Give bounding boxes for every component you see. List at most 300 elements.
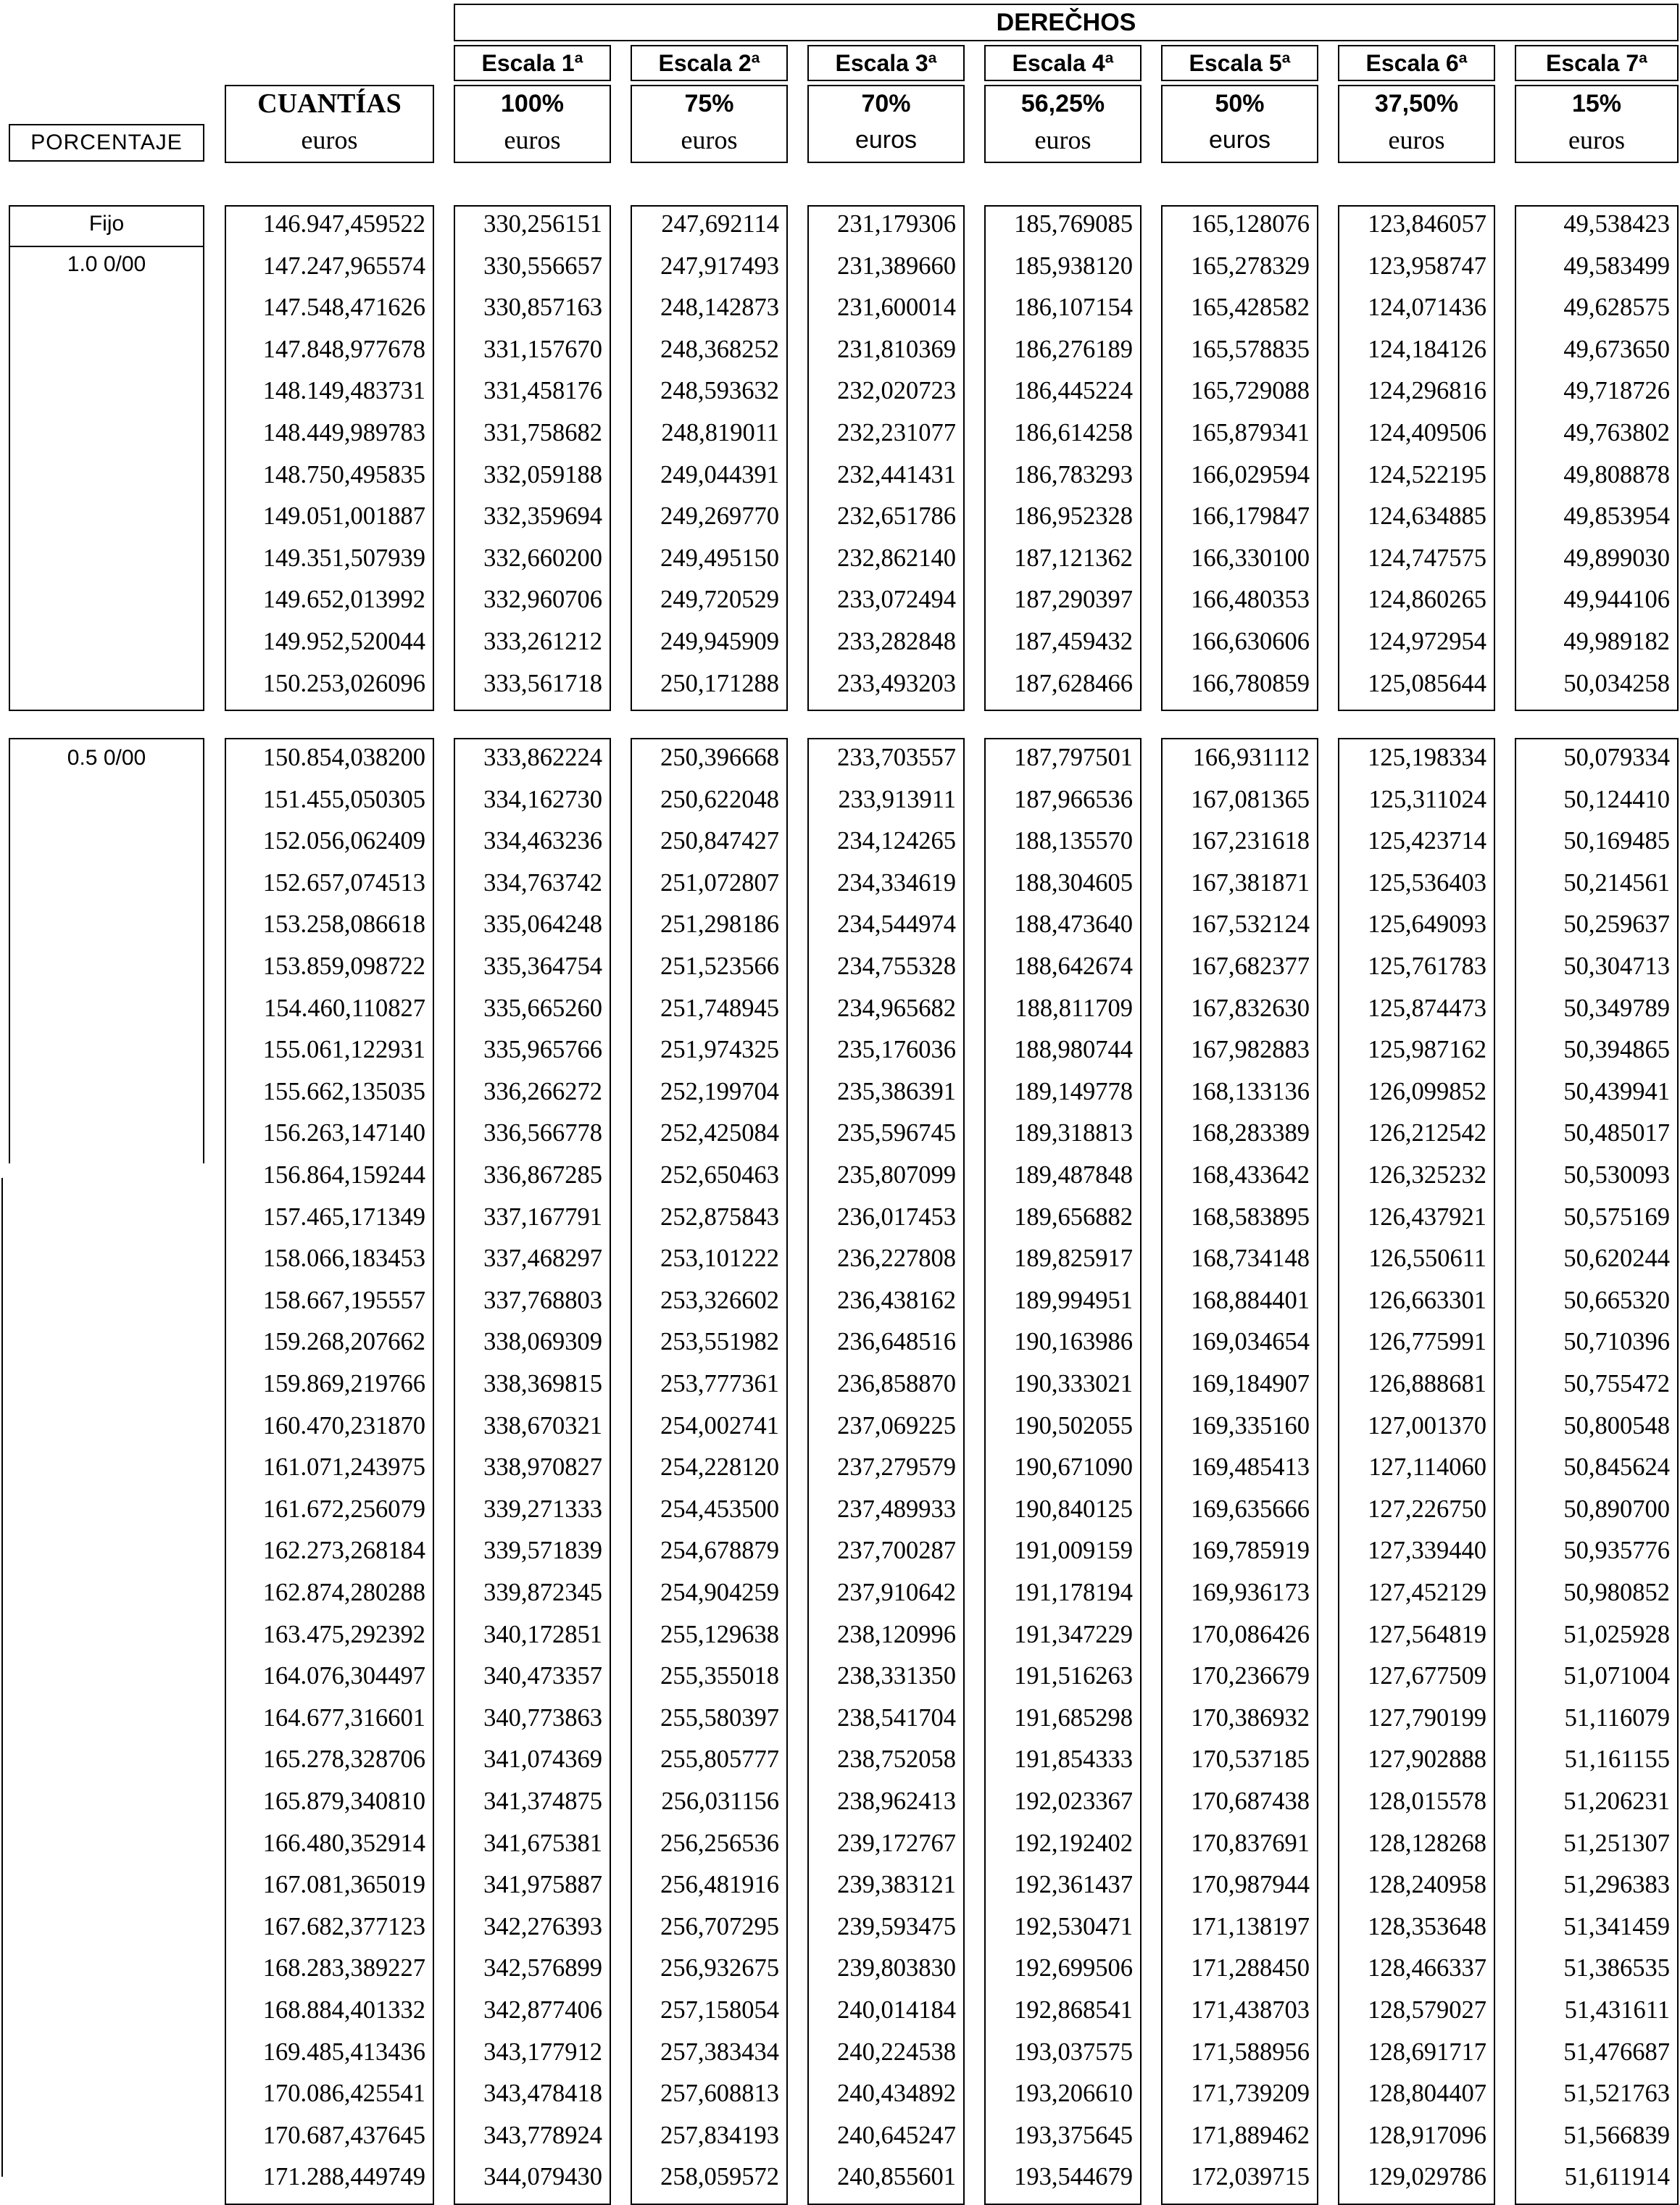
escala-cell: 235,386391 [837, 1077, 956, 1105]
escala-cell: 168,283389 [1191, 1119, 1310, 1147]
escala-cell: 50,530093 [1563, 1161, 1670, 1189]
escala-cell: 168,133136 [1191, 1077, 1310, 1105]
escala-cell: 187,628466 [1014, 669, 1133, 697]
cuantia-cell: 167.081,365019 [262, 1871, 425, 1899]
escala-cell: 335,364754 [483, 952, 602, 980]
escala-cell: 50,439941 [1563, 1077, 1670, 1105]
label-box-rate [9, 246, 204, 711]
escala-cell: 238,962413 [837, 1787, 956, 1815]
escala-cell: 252,875843 [660, 1203, 779, 1231]
escala-cell: 254,904259 [660, 1579, 779, 1606]
escala-cell: 167,832630 [1191, 994, 1310, 1022]
escala-cell: 191,347229 [1014, 1620, 1133, 1648]
escala-cell: 232,862140 [837, 544, 956, 572]
escala-cell: 170,837691 [1191, 1829, 1310, 1857]
escala-cell: 51,341459 [1563, 1912, 1670, 1940]
cuantia-cell: 168.884,401332 [262, 1996, 425, 2024]
escala-cell: 234,124265 [837, 827, 956, 855]
escala-cell: 166,330100 [1191, 544, 1310, 572]
escala-cell: 50,124410 [1563, 785, 1670, 813]
cuantia-cell: 149.652,013992 [262, 586, 425, 614]
cuantia-cell: 161.672,256079 [262, 1495, 425, 1523]
escala-cell: 167,381871 [1191, 868, 1310, 897]
escala-cell: 237,069225 [837, 1411, 956, 1440]
cuantia-cell: 165.278,328706 [262, 1745, 425, 1774]
escala-cell: 125,198334 [1368, 744, 1486, 771]
escala-cell: 338,970827 [483, 1453, 602, 1482]
escala-cell: 334,463236 [483, 827, 602, 855]
escala-cell: 50,349789 [1563, 994, 1670, 1022]
escala-cell: 125,649093 [1368, 910, 1486, 939]
escala-cell: 191,516263 [1014, 1662, 1133, 1690]
escala-cell: 49,718726 [1563, 377, 1670, 405]
escala-cell: 51,476687 [1563, 2038, 1670, 2066]
escala-cell: 189,994951 [1014, 1286, 1133, 1314]
escala-cell: 248,593632 [660, 377, 779, 405]
cuantia-cell: 154.460,110827 [264, 994, 425, 1022]
cuantia-cell: 156.263,147140 [262, 1119, 425, 1147]
scale-pct-box [454, 85, 611, 163]
escala-cell: 165,578835 [1191, 335, 1310, 363]
escala-cell: 342,576899 [483, 1954, 602, 1982]
escala-cell: 50,394865 [1563, 1036, 1670, 1064]
escala-cell: 168,734148 [1191, 1245, 1310, 1273]
escala-cell: 127,339440 [1368, 1537, 1486, 1565]
cuantia-cell: 153.258,086618 [262, 910, 425, 939]
escala-cell: 128,353648 [1368, 1912, 1486, 1940]
escala-cell: 331,758682 [483, 419, 602, 447]
escala-cell: 330,256151 [483, 210, 602, 238]
escala-cell: 171,739209 [1191, 2080, 1310, 2108]
cuantia-cell: 167.682,377123 [262, 1912, 425, 1940]
escala-cell: 128,015578 [1368, 1787, 1486, 1815]
escala-cell: 165,729088 [1191, 377, 1310, 405]
escala-cell: 237,700287 [837, 1537, 956, 1565]
escala-cell: 188,135570 [1014, 827, 1133, 855]
scale-pct-box [1161, 85, 1318, 163]
escala-cell: 239,172767 [837, 1829, 956, 1857]
escala-cell: 342,877406 [483, 1996, 602, 2024]
escala-cell: 166,931112 [1192, 744, 1310, 771]
scale-percent: 15% [1571, 90, 1622, 117]
escala-cell: 249,269770 [660, 502, 779, 531]
escala-cell: 254,678879 [660, 1537, 779, 1565]
escala-cell: 187,121362 [1014, 544, 1133, 572]
escala-cell: 127,790199 [1368, 1703, 1486, 1732]
escala-cell: 124,296816 [1368, 377, 1486, 405]
cuantia-cell: 168.283,389227 [262, 1954, 425, 1982]
scale-unit: euros [504, 125, 561, 154]
escala-cell: 256,481916 [660, 1871, 779, 1899]
escala-cell: 338,369815 [483, 1370, 602, 1398]
escala-cell: 127,114060 [1368, 1453, 1486, 1482]
escala-cell: 126,212542 [1368, 1119, 1486, 1147]
scale-name-box [984, 45, 1142, 81]
escala-cell: 255,355018 [660, 1662, 779, 1690]
escala-cell: 49,763802 [1563, 419, 1670, 447]
escala-cell: 192,530471 [1014, 1912, 1133, 1940]
cuantia-cell: 153.859,098722 [262, 952, 425, 980]
escala-cell: 239,593475 [837, 1912, 956, 1940]
escala-cell: 166,630606 [1191, 628, 1310, 655]
escala-cell: 238,331350 [837, 1662, 956, 1690]
escala-cell: 234,965682 [837, 994, 956, 1022]
escala-cell: 50,665320 [1563, 1286, 1670, 1314]
cuantia-cell: 148.750,495835 [262, 460, 425, 489]
escala-cell: 186,276189 [1014, 335, 1133, 363]
escala-cell: 167,231618 [1191, 827, 1310, 855]
escala-cell: 51,611914 [1564, 2163, 1670, 2191]
escala-cell: 250,847427 [660, 827, 779, 855]
escala-cell: 234,755328 [837, 952, 956, 980]
escala-cell: 253,326602 [660, 1286, 779, 1314]
rate-label: 0.5 0/00 [67, 746, 146, 770]
scale-unit: euros [1388, 125, 1445, 154]
escala-cell: 236,227808 [837, 1245, 956, 1273]
scale-percent: 37,50% [1374, 90, 1459, 117]
escala-cell: 50,755472 [1563, 1370, 1670, 1398]
escala-cell: 237,910642 [837, 1579, 956, 1606]
escala-cell: 170,987944 [1191, 1871, 1310, 1899]
scale-name: Escala 6ª [1365, 50, 1468, 76]
escala-cell: 334,162730 [483, 785, 602, 813]
escala-cell: 124,409506 [1368, 419, 1486, 447]
escala-cell: 232,020723 [837, 377, 956, 405]
escala-cell: 127,564819 [1368, 1620, 1486, 1648]
escala-cell: 190,502055 [1014, 1411, 1133, 1440]
escala-cell: 236,438162 [837, 1286, 956, 1314]
cuantia-cell: 155.662,135035 [262, 1077, 425, 1105]
escala-cell: 233,072494 [837, 586, 956, 614]
escala-cell: 125,761783 [1368, 952, 1486, 980]
escala-cell: 128,466337 [1368, 1954, 1486, 1982]
escala-cell: 51,025928 [1563, 1620, 1670, 1648]
margin-rule [1, 1178, 3, 2177]
escala-cell: 332,960706 [483, 586, 602, 614]
cuantia-cell: 171.288,449749 [262, 2163, 425, 2191]
scale-pct-box [984, 85, 1142, 163]
escala-cell: 338,670321 [483, 1411, 602, 1440]
escala-cell: 247,692114 [661, 210, 779, 238]
escala-cell: 252,425084 [660, 1119, 779, 1147]
scale-unit: euros [1568, 125, 1625, 154]
escala-cell: 251,298186 [660, 910, 779, 939]
escala-cell: 51,566839 [1563, 2121, 1670, 2149]
escala-cell: 186,445224 [1014, 377, 1133, 405]
cuantia-cell: 155.061,122931 [262, 1036, 425, 1064]
label-box-rate [9, 738, 204, 1163]
escala-cell: 336,566778 [483, 1119, 602, 1147]
escala-cell: 236,648516 [837, 1328, 956, 1356]
escala-cell: 125,423714 [1368, 827, 1486, 855]
escala-cell: 335,965766 [483, 1036, 602, 1064]
escala-cell: 123,958747 [1368, 252, 1486, 280]
escala-cell: 192,868541 [1014, 1996, 1133, 2024]
escala-cell: 232,231077 [837, 419, 956, 447]
escala-cell: 169,335160 [1191, 1411, 1310, 1440]
escala-cell: 186,783293 [1014, 460, 1133, 489]
escala-cell: 126,888681 [1368, 1370, 1486, 1398]
escala-cell: 125,311024 [1368, 785, 1486, 813]
escala-cell: 169,184907 [1191, 1370, 1310, 1398]
cuantias-unit: euros [301, 125, 358, 154]
cuantia-cell: 159.268,207662 [262, 1328, 425, 1356]
escala-cell: 192,361437 [1014, 1871, 1133, 1899]
cuantia-cell: 152.056,062409 [262, 827, 425, 855]
escala-cell: 186,107154 [1014, 294, 1133, 322]
escala-cell: 125,987162 [1368, 1036, 1486, 1064]
escala-cell: 238,120996 [837, 1620, 956, 1648]
escala-cell: 191,685298 [1014, 1703, 1133, 1732]
escala-cell: 187,797501 [1014, 744, 1133, 771]
escala-cell: 125,874473 [1368, 994, 1486, 1022]
scale-percent: 75% [684, 90, 734, 117]
escala-cell: 252,199704 [660, 1077, 779, 1105]
escala-cell: 231,600014 [837, 294, 956, 322]
escala-cell: 337,167791 [483, 1203, 602, 1231]
scale-name: Escala 3ª [835, 50, 937, 76]
escala-cell: 193,544679 [1014, 2163, 1133, 2191]
escala-cell: 49,808878 [1563, 460, 1670, 489]
escala-cell: 233,493203 [837, 669, 956, 697]
escala-cell: 50,845624 [1563, 1453, 1670, 1482]
cuantia-cell: 147.548,471626 [262, 294, 425, 322]
escala-cell: 51,386535 [1563, 1954, 1670, 1982]
escala-cell: 124,071436 [1368, 294, 1486, 322]
cuantia-cell: 156.864,159244 [262, 1161, 425, 1189]
rate-label: Fijo [88, 212, 125, 236]
escala-cell: 247,917493 [660, 252, 779, 280]
escala-cell: 191,009159 [1014, 1537, 1133, 1565]
escala-cell: 341,374875 [483, 1787, 602, 1815]
cuantia-cell: 158.667,195557 [262, 1286, 425, 1314]
escala-cell: 189,487848 [1014, 1161, 1133, 1189]
escala-cell: 171,138197 [1191, 1912, 1310, 1940]
escala-cell: 126,437921 [1368, 1203, 1486, 1231]
escala-cell: 192,699506 [1014, 1954, 1133, 1982]
escala-cell: 50,935776 [1563, 1537, 1670, 1565]
scale-pct-box [1338, 85, 1495, 163]
cuantia-cell: 149.952,520044 [262, 628, 425, 655]
escala-cell: 50,620244 [1563, 1245, 1670, 1273]
scale-percent: 50% [1215, 90, 1265, 117]
escala-cell: 187,459432 [1014, 628, 1133, 655]
escala-cell: 189,656882 [1014, 1203, 1133, 1231]
escala-cell: 253,777361 [660, 1370, 779, 1398]
escala-cell: 335,064248 [483, 910, 602, 939]
escala-cell: 251,974325 [660, 1036, 779, 1064]
escala-cell: 340,172851 [483, 1620, 602, 1648]
escala-cell: 124,522195 [1368, 460, 1486, 489]
escala-cell: 125,536403 [1368, 868, 1486, 897]
escala-cell: 192,192402 [1014, 1829, 1133, 1857]
escala-cell: 236,017453 [837, 1203, 956, 1231]
escala-cell: 49,538423 [1563, 210, 1670, 238]
cuantia-cell: 157.465,171349 [262, 1203, 425, 1231]
escala-cell: 49,989182 [1563, 628, 1670, 655]
cuantia-cell: 147.848,977678 [262, 335, 425, 363]
escala-cell: 237,279579 [837, 1453, 956, 1482]
escala-cell: 169,635666 [1191, 1495, 1310, 1523]
escala-cell: 127,226750 [1368, 1495, 1486, 1523]
escala-cell: 255,805777 [660, 1745, 779, 1774]
escala-cell: 123,846057 [1368, 210, 1486, 238]
escala-cell: 124,634885 [1368, 502, 1486, 531]
escala-cell: 171,438703 [1191, 1996, 1310, 2024]
scale-percent: 56,25% [1020, 90, 1105, 117]
cuantia-cell: 169.485,413436 [262, 2038, 425, 2066]
escala-cell: 166,780859 [1191, 669, 1310, 697]
escala-cell: 51,521763 [1563, 2080, 1670, 2108]
escala-cell: 343,177912 [483, 2038, 602, 2066]
escala-cell: 336,266272 [483, 1077, 602, 1105]
scale-name: Escala 1ª [481, 50, 583, 76]
escala-cell: 50,485017 [1563, 1119, 1670, 1147]
cuantia-cell: 149.051,001887 [262, 502, 425, 531]
escala-cell: 333,261212 [483, 628, 602, 655]
escala-cell: 250,171288 [660, 669, 779, 697]
escala-cell: 167,982883 [1191, 1036, 1310, 1064]
escala-cell: 127,677509 [1368, 1662, 1486, 1690]
escala-cell: 187,290397 [1014, 586, 1133, 614]
escala-cell: 192,023367 [1014, 1787, 1133, 1815]
escala-cell: 50,079334 [1563, 744, 1670, 771]
cuantia-cell: 149.351,507939 [262, 544, 425, 572]
cuantia-cell: 170.687,437645 [262, 2121, 425, 2149]
cuantia-cell: 163.475,292392 [262, 1620, 425, 1648]
escala-cell: 250,396668 [660, 744, 779, 771]
escala-cell: 169,485413 [1191, 1453, 1310, 1482]
escala-cell: 126,550611 [1368, 1245, 1486, 1273]
escala-cell: 333,561718 [483, 669, 602, 697]
escala-cell: 257,158054 [660, 1996, 779, 2024]
escala-cell: 239,803830 [837, 1954, 956, 1982]
escala-cell: 239,383121 [837, 1871, 956, 1899]
escala-cell: 256,932675 [660, 1954, 779, 1982]
escala-cell: 254,002741 [660, 1411, 779, 1440]
escala-cell: 51,431611 [1564, 1996, 1670, 2024]
escala-cell: 169,034654 [1191, 1328, 1310, 1356]
escala-cell: 344,079430 [483, 2163, 602, 2191]
escala-cell: 188,304605 [1014, 868, 1133, 897]
escala-cell: 165,278329 [1191, 252, 1310, 280]
escala-cell: 332,359694 [483, 502, 602, 531]
escala-cell: 249,720529 [660, 586, 779, 614]
cuantia-cell: 161.071,243975 [262, 1453, 425, 1482]
escala-cell: 168,884401 [1191, 1286, 1310, 1314]
escala-cell: 50,214561 [1563, 868, 1670, 897]
escala-cell: 166,179847 [1191, 502, 1310, 531]
escala-cell: 331,458176 [483, 377, 602, 405]
escala-cell: 258,059572 [660, 2163, 779, 2191]
escala-cell: 171,889462 [1191, 2121, 1310, 2149]
cuantia-cell: 162.273,268184 [262, 1537, 425, 1565]
cuantia-cell: 150.253,026096 [262, 669, 425, 697]
escala-cell: 51,296383 [1563, 1871, 1670, 1899]
escala-cell: 186,614258 [1014, 419, 1133, 447]
escala-cell: 341,074369 [483, 1745, 602, 1774]
escala-cell: 49,583499 [1563, 252, 1670, 280]
escala-cell: 165,879341 [1191, 419, 1310, 447]
escala-cell: 170,687438 [1191, 1787, 1310, 1815]
cuantia-cell: 148.149,483731 [262, 377, 425, 405]
escala-cell: 128,917096 [1368, 2121, 1486, 2149]
escala-cell: 238,752058 [837, 1745, 956, 1774]
rate-label: 1.0 0/00 [67, 252, 146, 276]
escala-cell: 341,675381 [483, 1829, 602, 1857]
escala-cell: 165,428582 [1191, 294, 1310, 322]
escala-cell: 339,571839 [483, 1537, 602, 1565]
escala-cell: 235,596745 [837, 1119, 956, 1147]
escala-cell: 49,628575 [1563, 294, 1670, 322]
escala-cell: 332,059188 [483, 460, 602, 489]
escala-cell: 231,810369 [837, 335, 956, 363]
cuantia-cell: 162.874,280288 [262, 1579, 425, 1606]
escala-cell: 124,972954 [1368, 628, 1486, 655]
escala-cell: 250,622048 [660, 785, 779, 813]
escala-cell: 238,541704 [837, 1703, 956, 1732]
escala-cell: 257,834193 [660, 2121, 779, 2149]
cuantia-cell: 164.076,304497 [262, 1662, 425, 1690]
escala-cell: 231,389660 [837, 252, 956, 280]
escala-cell: 126,325232 [1368, 1161, 1486, 1189]
escala-cell: 233,703557 [837, 744, 956, 771]
escala-cell: 337,768803 [483, 1286, 602, 1314]
escala-cell: 236,858870 [837, 1370, 956, 1398]
scale-pct-box [1515, 85, 1679, 163]
scale-name: Escala 2ª [658, 50, 760, 76]
porcentaje-label: PORCENTAJE [30, 130, 183, 154]
cuantia-cell: 166.480,352914 [262, 1829, 425, 1857]
escala-cell: 193,375645 [1014, 2121, 1133, 2149]
escala-cell: 126,099852 [1368, 1077, 1486, 1105]
escala-cell: 51,251307 [1563, 1829, 1670, 1857]
escala-cell: 50,800548 [1563, 1411, 1670, 1440]
escala-cell: 168,433642 [1191, 1161, 1310, 1189]
escala-cell: 253,551982 [660, 1328, 779, 1356]
escala-cell: 170,386932 [1191, 1703, 1310, 1732]
escala-cell: 170,537185 [1191, 1745, 1310, 1774]
derechos-header [454, 4, 1679, 41]
escala-cell: 249,495150 [660, 544, 779, 572]
escala-cell: 332,660200 [483, 544, 602, 572]
escala-cell: 342,276393 [483, 1912, 602, 1940]
scale-pct-box [807, 85, 965, 163]
escala-cell: 172,039715 [1191, 2163, 1310, 2191]
escala-cell: 49,853954 [1563, 502, 1670, 531]
escala-cell: 257,608813 [660, 2080, 779, 2108]
scale-name: Escala 5ª [1189, 50, 1291, 76]
cuantia-cell: 151.455,050305 [262, 785, 425, 813]
escala-cell: 51,071004 [1563, 1662, 1670, 1690]
escala-cell: 50,575169 [1563, 1203, 1670, 1231]
escala-cell: 248,142873 [660, 294, 779, 322]
escala-cell: 193,206610 [1014, 2080, 1133, 2108]
escala-cell: 125,085644 [1368, 669, 1486, 697]
scale-percent: 70% [861, 90, 911, 117]
escala-cell: 185,769085 [1014, 210, 1133, 238]
escala-cell: 234,544974 [837, 910, 956, 939]
escala-cell: 240,224538 [837, 2038, 956, 2066]
scale-pct-box [631, 85, 788, 163]
cuantia-cell: 159.869,219766 [262, 1370, 425, 1398]
escala-cell: 240,855601 [837, 2163, 956, 2191]
escala-cell: 166,029594 [1191, 460, 1310, 489]
scale-name: Escala 7ª [1546, 50, 1647, 76]
escala-cell: 336,867285 [483, 1161, 602, 1189]
escala-cell: 124,860265 [1368, 586, 1486, 614]
escala-cell: 50,169485 [1563, 827, 1670, 855]
